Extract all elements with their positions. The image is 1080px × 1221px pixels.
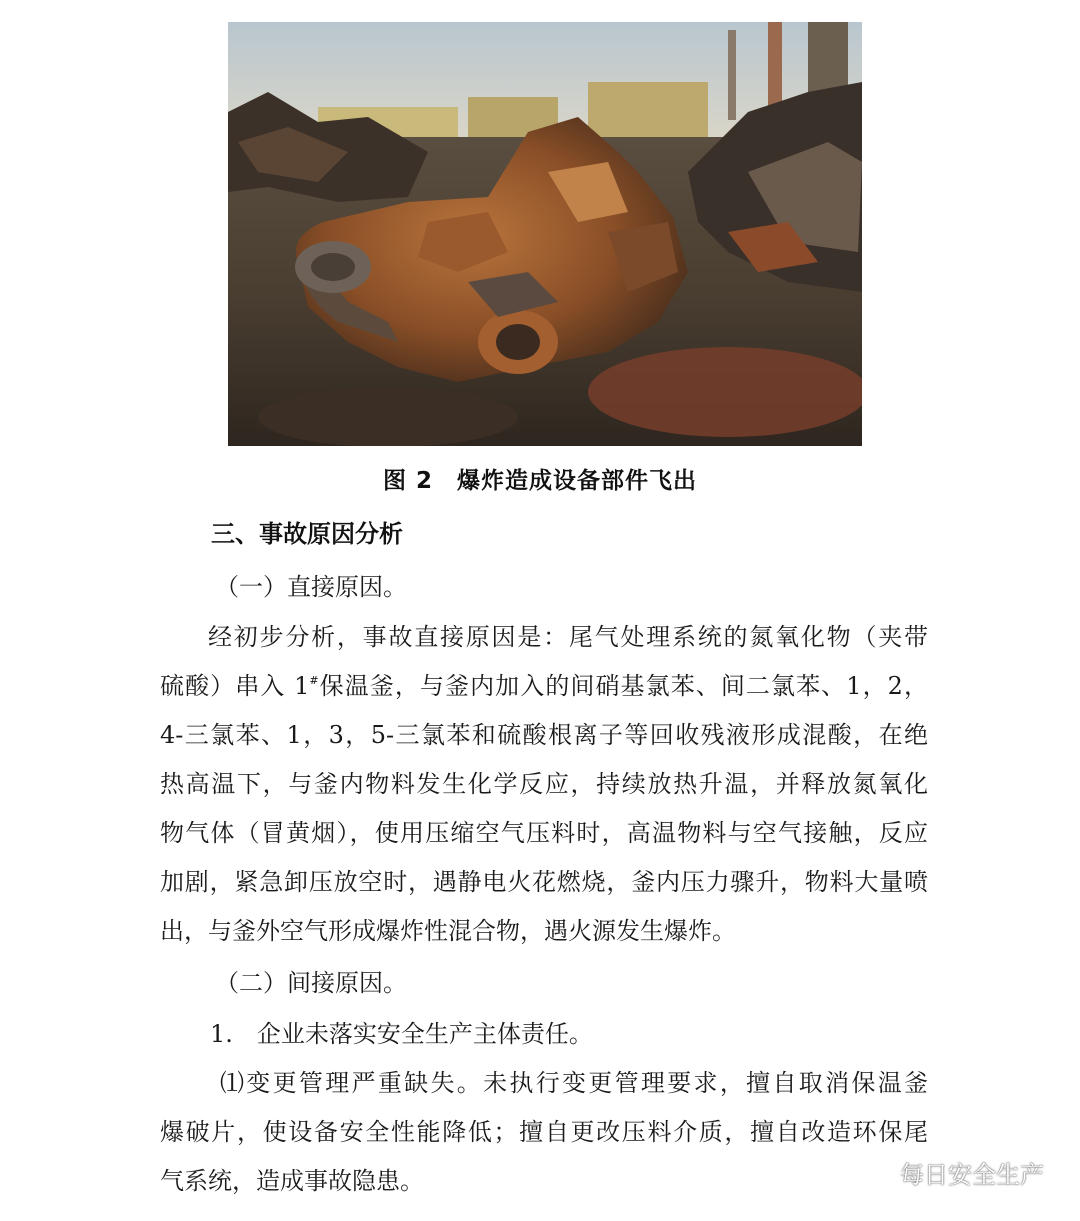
paragraph-line: 气系统，造成事故隐患。	[160, 1167, 424, 1195]
figure-caption: 图 2 爆炸造成设备部件飞出	[382, 468, 697, 494]
debris-photo	[228, 22, 862, 446]
list-item: 1. 企业未落实安全生产主体责任。	[210, 1020, 593, 1048]
paragraph-line: 物气体（冒黄烟），使用压缩空气压料时，高温物料与空气接触，反应	[160, 819, 928, 847]
wechat-icon	[858, 1158, 892, 1186]
direct-cause-heading: （一）直接原因。	[215, 573, 407, 601]
watermark	[858, 1154, 1044, 1190]
paragraph-line: 出，与釜外空气形成爆炸性混合物，遇火源发生爆炸。	[160, 917, 736, 945]
indirect-cause-heading: （二）间接原因。	[215, 969, 407, 997]
paragraph-line: 热高温下，与釜内物料发生化学反应，持续放热升温，并释放氮氧化	[160, 770, 928, 798]
paragraph-line: 加剧，紧急卸压放空时，遇静电火花燃烧，釜内压力骤升，物料大量喷	[160, 868, 928, 896]
paragraph-line: 4-三氯苯、1，3，5-三氯苯和硫酸根离子等回收残液形成混酸，在绝	[160, 721, 928, 749]
watermark-text: 每日安全生产	[900, 1160, 1044, 1189]
paragraph-line: ⑴变更管理严重缺失。未执行变更管理要求，擅自取消保温釜	[220, 1069, 928, 1097]
section-title: 三、事故原因分析	[211, 520, 403, 548]
paragraph-line: 硫酸）串入 1#保温釜，与釜内加入的间硝基氯苯、间二氯苯、1，2，	[160, 672, 928, 700]
paragraph-line: 爆破片，使设备安全性能降低；擅自更改压料介质，擅自改造环保尾	[160, 1118, 928, 1146]
paragraph-line: 经初步分析，事故直接原因是：尾气处理系统的氮氧化物（夹带	[208, 623, 928, 651]
